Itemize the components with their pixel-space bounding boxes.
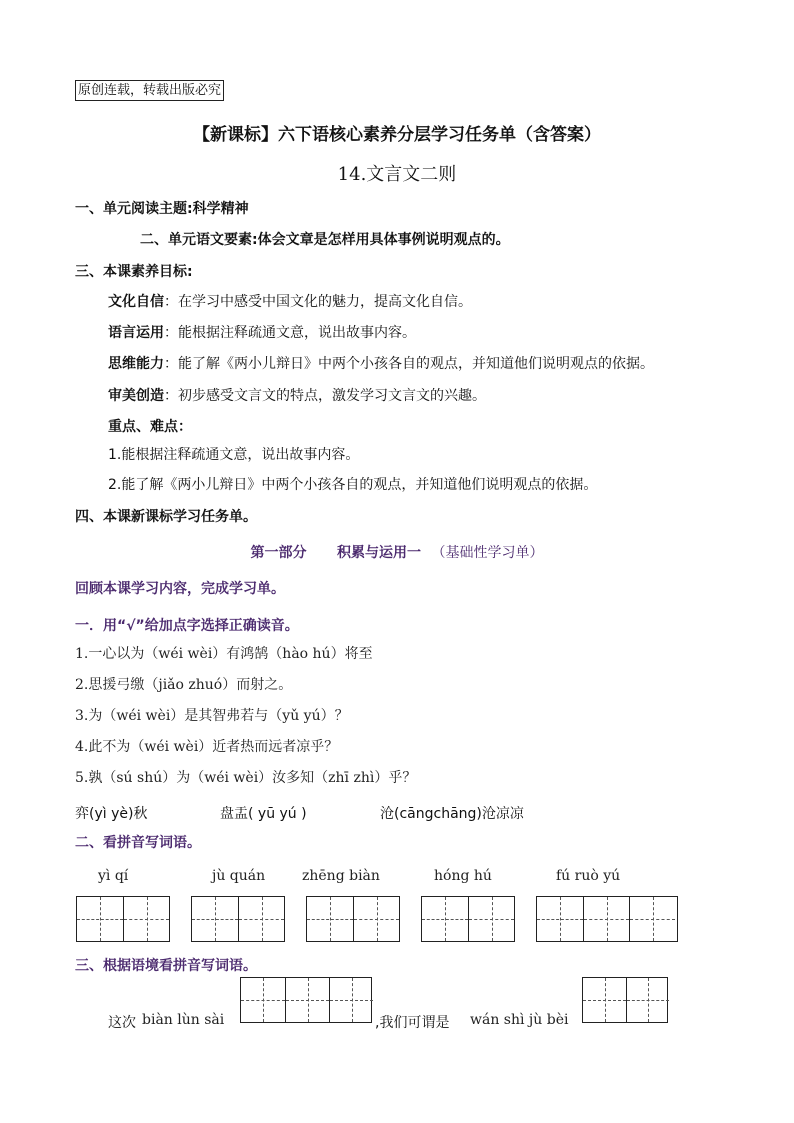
copyright-stamp: 原创连载，转载出版必究 bbox=[75, 80, 224, 101]
answer-grid[interactable] bbox=[306, 896, 400, 942]
grid-cell[interactable] bbox=[123, 897, 169, 941]
answer-grid[interactable] bbox=[421, 896, 515, 942]
grid-cell[interactable] bbox=[238, 897, 284, 941]
grid-cell[interactable] bbox=[537, 897, 583, 941]
pinyin-prompt: wán shì jù bèi bbox=[470, 1012, 569, 1028]
goal-text: ：能根据注释疏通文意，说出故事内容。 bbox=[164, 325, 416, 341]
pinyin-prompt: yì qí bbox=[98, 868, 129, 884]
question-1-item: 2.思援弓缴（jiǎo zhuó）而射之。 bbox=[75, 677, 293, 693]
grid-cell[interactable] bbox=[468, 897, 514, 941]
answer-grid[interactable] bbox=[240, 977, 372, 1023]
grid-cell[interactable] bbox=[307, 897, 353, 941]
goal-text: ：在学习中感受中国文化的魅力，提高文化自信。 bbox=[164, 294, 472, 310]
goal-label: 文化自信 bbox=[108, 294, 164, 310]
goal-text: ：能了解《两小儿辩日》中两个小孩各自的观点，并知道他们说明观点的依据。 bbox=[164, 356, 654, 372]
grid-cell[interactable] bbox=[583, 978, 626, 1022]
question-1-heading: 一．用“√”给加点字选择正确读音。 bbox=[75, 618, 299, 634]
context-middle: ,我们可谓是 bbox=[375, 1015, 450, 1031]
grid-cell[interactable] bbox=[626, 978, 669, 1022]
grid-cell[interactable] bbox=[583, 897, 629, 941]
context-prefix: 这次 bbox=[108, 1015, 136, 1031]
question-1-item: 5.孰（sú shú）为（wéi wèi）汝多知（zhī zhì）乎？ bbox=[75, 770, 417, 786]
goal-label: 语言运用 bbox=[108, 325, 164, 341]
section-goals: 三、本课素养目标: bbox=[75, 264, 193, 280]
grid-cell[interactable] bbox=[192, 897, 238, 941]
question-2-heading: 二、看拼音写词语。 bbox=[75, 835, 201, 851]
key-points-label: 重点、难点： bbox=[108, 419, 192, 435]
section-theme: 一、单元阅读主题:科学精神 bbox=[75, 201, 249, 217]
goal-language bbox=[108, 322, 416, 342]
section-element: 二、单元语文要素:体会文章是怎样用具体事例说明观点的。 bbox=[140, 232, 510, 248]
grid-cell[interactable] bbox=[77, 897, 123, 941]
goal-culture bbox=[108, 291, 472, 311]
pinyin-prompt: jù quán bbox=[212, 868, 266, 884]
question-1-item: 1.一心以为（wéi wèi）有鸿鹄（hào hú）将至 bbox=[75, 646, 373, 662]
answer-grid[interactable] bbox=[76, 896, 170, 942]
grid-cell[interactable] bbox=[329, 978, 373, 1022]
answer-grid[interactable] bbox=[582, 977, 668, 1023]
grid-cell[interactable] bbox=[241, 978, 285, 1022]
goal-aesthetic bbox=[108, 385, 486, 405]
lesson-title: 14.文言文二则 bbox=[337, 164, 457, 185]
answer-grid[interactable] bbox=[191, 896, 285, 942]
goal-label: 审美创造 bbox=[108, 388, 164, 404]
extra-reading-item: 沧(cāngchāng)沧凉凉 bbox=[380, 806, 524, 822]
part-note: （基础性学习单） bbox=[431, 545, 544, 561]
pinyin-prompt: zhēng biàn bbox=[302, 868, 380, 884]
grid-cell[interactable] bbox=[353, 897, 399, 941]
goal-label: 思维能力 bbox=[108, 356, 164, 372]
question-1-item: 4.此不为（wéi wèi）近者热而远者凉乎？ bbox=[75, 739, 339, 755]
part-heading bbox=[0, 542, 794, 562]
grid-cell[interactable] bbox=[422, 897, 468, 941]
extra-reading-item: 盘盂( yū yú ) bbox=[220, 806, 307, 822]
part-intro: 回顾本课学习内容，完成学习单。 bbox=[75, 581, 285, 597]
extra-reading-item: 弈(yì yè)秋 bbox=[75, 806, 148, 822]
key-point: 1.能根据注释疏通文意，说出故事内容。 bbox=[108, 447, 360, 463]
question-3-heading: 三、根据语境看拼音写词语。 bbox=[75, 958, 257, 974]
grid-cell[interactable] bbox=[629, 897, 675, 941]
goal-thinking bbox=[108, 353, 654, 373]
answer-grid[interactable] bbox=[536, 896, 678, 942]
part-label: 第一部分 bbox=[250, 545, 307, 561]
grid-cell[interactable] bbox=[285, 978, 329, 1022]
section-tasks: 四、本课新课标学习任务单。 bbox=[75, 509, 257, 525]
part-name: 积累与运用一 bbox=[337, 545, 421, 561]
page-title: 【新课标】六下语核心素养分层学习任务单（含答案） bbox=[193, 125, 601, 145]
key-point: 2.能了解《两小儿辩日》中两个小孩各自的观点，并知道他们说明观点的依据。 bbox=[108, 477, 598, 493]
pinyin-prompt: hóng hú bbox=[434, 868, 492, 884]
goal-text: ：初步感受文言文的特点，激发学习文言文的兴趣。 bbox=[164, 388, 486, 404]
pinyin-prompt: biàn lùn sài bbox=[142, 1012, 225, 1028]
question-1-item: 3.为（wéi wèi）是其智弗若与（yǔ yú）？ bbox=[75, 708, 349, 724]
pinyin-prompt: fú ruò yú bbox=[556, 868, 621, 884]
